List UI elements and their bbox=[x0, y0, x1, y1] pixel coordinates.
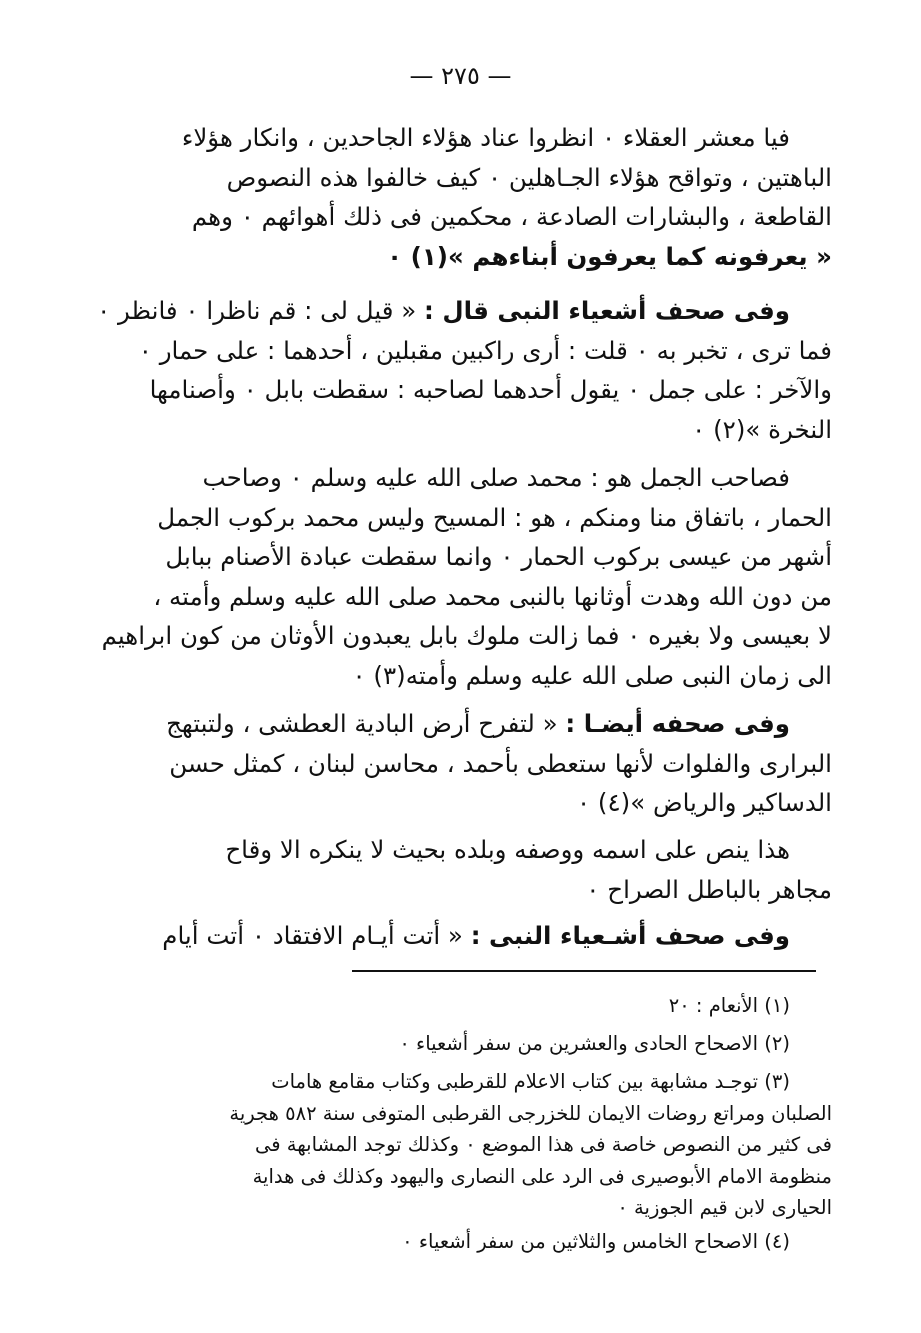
text-line: النخرة »(٢) ٠ bbox=[692, 414, 832, 444]
footnote-3 bbox=[130, 1066, 832, 1224]
paragraph-6 bbox=[130, 916, 832, 956]
text-line bbox=[130, 916, 832, 956]
text-line: مجاهر بالباطل الصراح ٠ bbox=[586, 874, 832, 904]
text-run: « قيل لى : قم ناظرا ٠ فانظر ٠ bbox=[97, 296, 417, 325]
text-line: فصاحب الجمل هو : محمد صلى الله عليه وسلم ٠ وصاحب bbox=[202, 463, 790, 492]
footnote-1 bbox=[130, 990, 832, 1022]
text-line: فما ترى ، تخبر به ٠ قلت : أرى راكبين مقبلين ، أحدهما : على حمار ٠ bbox=[138, 335, 832, 365]
text-run: « لتفرح أرض البادية العطشى ، ولتبتهج bbox=[166, 709, 558, 738]
text-line: الحمار ، باتفاق منا ومنكم ، هو : المسيح وليس محمد بركوب الجمل bbox=[157, 502, 832, 532]
paragraph-3 bbox=[101, 458, 832, 695]
paragraph-lead: وفى صحف أشـعياء النبى : bbox=[470, 921, 790, 950]
paragraph-1 bbox=[130, 118, 832, 276]
text-line: لا بعيسى ولا بغيره ٠ فما زالت ملوك بابل يعبدون الأوثان من كون ابراهيم bbox=[101, 621, 832, 650]
text-line: « يعرفونه كما يعرفون أبناءهم »(١) ٠ bbox=[387, 241, 832, 271]
text-line: من دون الله وهدت أوثانها بالنبى محمد صلى الله عليه وسلم وأمته ، bbox=[153, 581, 832, 611]
text-line: الباهتين ، وتواقح هؤلاء الجـاهلين ٠ كيف خالفوا هذه النصوص bbox=[226, 162, 832, 192]
footnote-line: (٣) توجـد مشابهة بين كتاب الاعلام للقرطبى وكتاب مقامع هامات bbox=[271, 1070, 790, 1093]
text-line: الى زمان النبى صلى الله عليه وسلم وأمته(٣) ٠ bbox=[352, 660, 832, 690]
paragraph-5 bbox=[130, 830, 832, 909]
footnote-line: الحيارى لابن قيم الجوزية ٠ bbox=[617, 1196, 832, 1219]
footnote-2 bbox=[130, 1028, 832, 1060]
text-line: هذا ينص على اسمه ووصفه وبلده بحيث لا ينكره الا وقاح bbox=[225, 835, 790, 864]
footnote-4 bbox=[130, 1226, 832, 1258]
paragraph-2 bbox=[97, 291, 832, 449]
footnote-line: (٢) الاصحاح الحادى والعشرين من سفر أشعياء ٠ bbox=[399, 1032, 790, 1055]
footnote-line: فى كثير من النصوص خاصة فى هذا الموضع ٠ وكذلك توجد المشابهة فى bbox=[254, 1133, 832, 1156]
footnote-divider bbox=[352, 970, 816, 972]
text-line: والآخر : على جمل ٠ يقول أحدهما لصاحبه : سقطت بابل ٠ وأصنامها bbox=[149, 375, 832, 404]
text-line: القاطعة ، والبشارات الصادعة ، محكمين فى ذلك أهوائهم ٠ وهم bbox=[191, 202, 832, 231]
text-run: « أتت أيـام الافتقاد ٠ أتت أيام bbox=[162, 921, 463, 950]
text-line: البرارى والفلوات لأنها ستعطى بأحمد ، محاسن لبنان ، كمثل حسن bbox=[169, 748, 832, 778]
text-line bbox=[130, 704, 832, 744]
text-line bbox=[97, 291, 832, 331]
paragraph-lead: وفى صحف أشعياء النبى قال : bbox=[424, 296, 790, 325]
footnote-line: منظومة الامام الأبوصيرى فى الرد على النصارى واليهود وكذلك فى هداية bbox=[252, 1164, 832, 1188]
footnote-line: الصلبان ومراتع روضات الايمان للخزرجى القرطبى المتوفى سنة ٥٨٢ هجرية bbox=[229, 1101, 832, 1125]
paragraph-lead: وفى صحفه أيضـا : bbox=[565, 709, 790, 738]
text-line: فيا معشر العقلاء ٠ انظروا عناد هؤلاء الجاحدين ، وانكار هؤلاء bbox=[181, 123, 790, 152]
paragraph-4 bbox=[130, 704, 832, 823]
footnote-line: (٤) الاصحاح الخامس والثلاثين من سفر أشعياء ٠ bbox=[402, 1230, 790, 1253]
text-line: أشهر من عيسى بركوب الحمار ٠ وانما سقطت عبادة الأصنام ببابل bbox=[165, 542, 832, 571]
text-line: الدساكير والرياض »(٤) ٠ bbox=[576, 788, 832, 817]
page-number: — ٢٧٥ — bbox=[409, 62, 512, 90]
footnote-line: (١) الأنعام : ٢٠ bbox=[668, 994, 790, 1017]
